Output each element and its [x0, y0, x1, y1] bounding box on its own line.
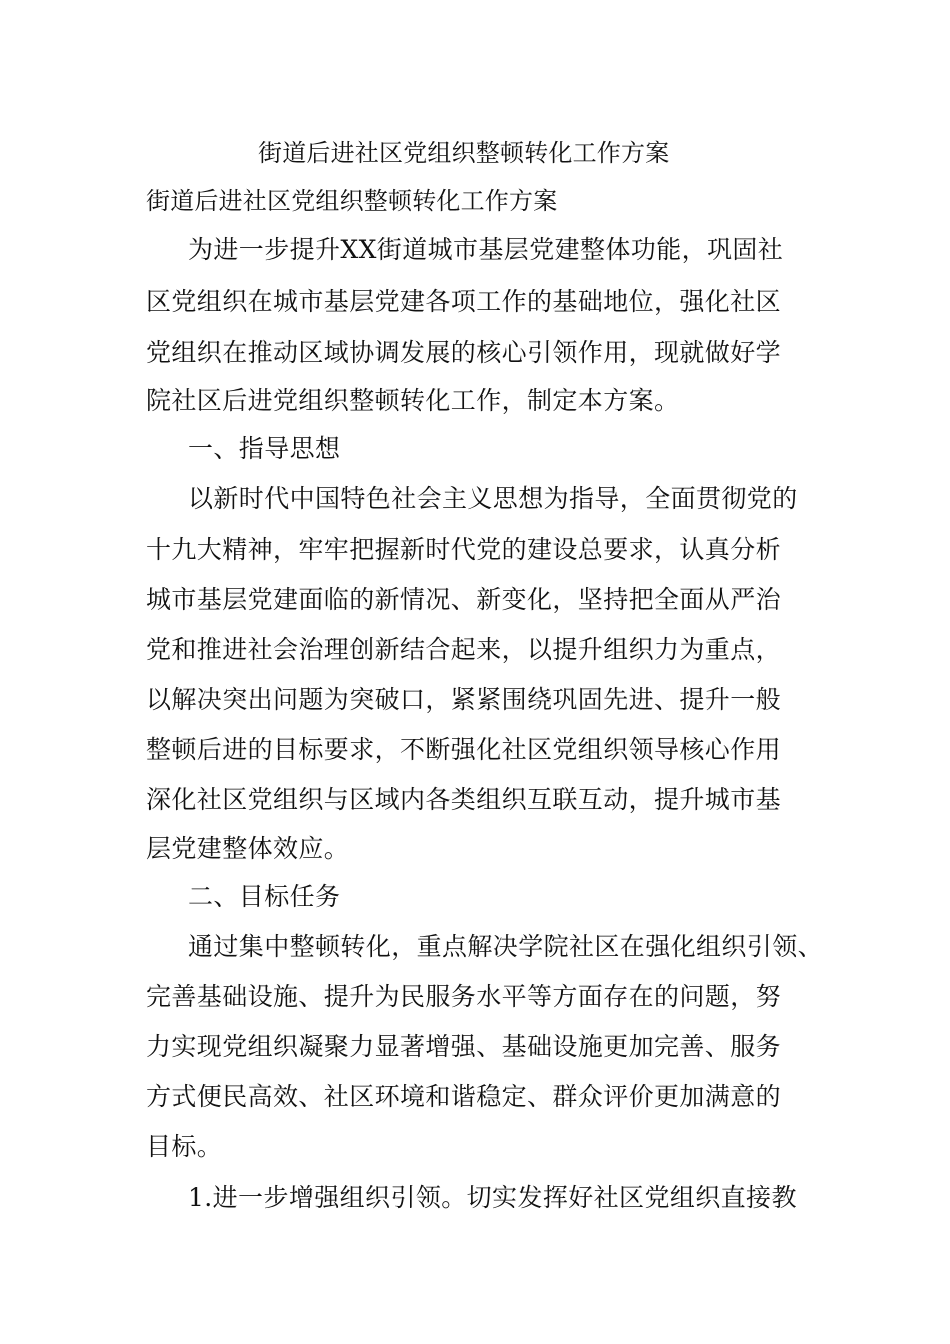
paragraph-line: 以新时代中国特色社会主义思想为指导，全面贯彻党的	[188, 484, 798, 513]
paragraph-line: 层党建整体效应。	[146, 834, 350, 863]
paragraph-line: 十九大精神，牢牢把握新时代党的建设总要求，认真分析	[146, 535, 782, 564]
paragraph-line: 目标。	[146, 1132, 223, 1161]
paragraph-line: 整顿后进的目标要求，不断强化社区党组织领导核心作用	[146, 735, 782, 764]
intro-line: 为进一步提升XX街道城市基层党建整体功能，巩固社	[188, 235, 784, 264]
section-heading: 二、目标任务	[188, 882, 341, 911]
paragraph-line: 以解决突出问题为突破口，紧紧围绕巩固先进、提升一般	[146, 685, 782, 714]
paragraph-line: 深化社区党组织与区域内各类组织互联互动，提升城市基	[146, 785, 782, 814]
numbered-item: 1.进一步增强组织引领。切实发挥好社区党组织直接教	[188, 1183, 797, 1212]
paragraph-line: 通过集中整顿转化，重点解决学院社区在强化组织引领、	[188, 932, 824, 961]
document-subtitle: 街道后进社区党组织整顿转化工作方案	[146, 187, 558, 215]
paragraph-line: 党和推进社会治理创新结合起来，以提升组织力为重点，	[146, 635, 782, 664]
intro-line: 党组织在推动区域协调发展的核心引领作用，现就做好学	[146, 338, 782, 367]
paragraph-line: 力实现党组织凝聚力显著增强、基础设施更加完善、服务	[146, 1032, 782, 1061]
paragraph-line: 城市基层党建面临的新情况、新变化，坚持把全面从严治	[146, 585, 782, 614]
paragraph-line: 方式便民高效、社区环境和谐稳定、群众评价更加满意的	[146, 1082, 782, 1111]
section-heading: 一、指导思想	[188, 434, 341, 463]
intro-line: 院社区后进党组织整顿转化工作，制定本方案。	[146, 386, 680, 415]
intro-line: 区党组织在城市基层党建各项工作的基础地位，强化社区	[146, 287, 782, 316]
document-title: 街道后进社区党组织整顿转化工作方案	[258, 139, 670, 167]
paragraph-line: 完善基础设施、提升为民服务水平等方面存在的问题，努	[146, 982, 782, 1011]
